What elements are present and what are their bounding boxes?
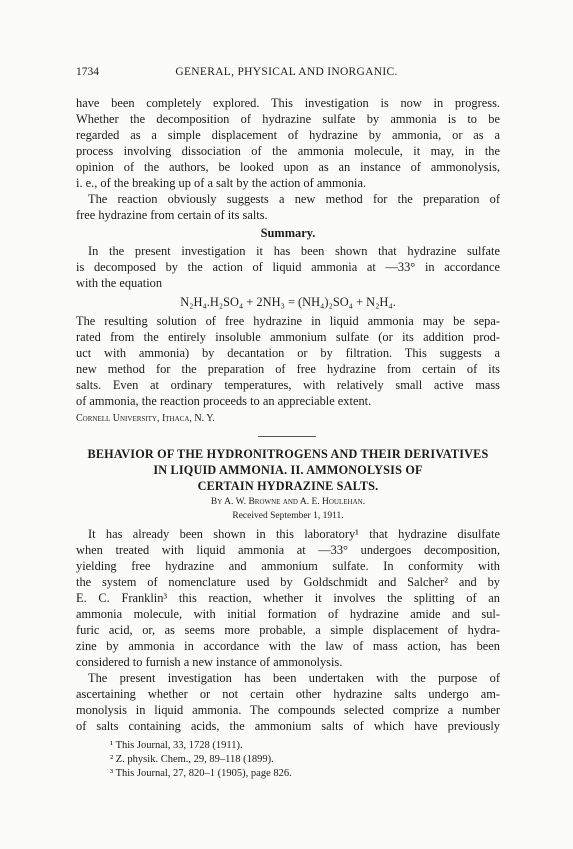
body-line: In the present investigation it has been shown that hydrazine sulfate <box>88 244 500 258</box>
affiliation: Cornell University, Ithaca, N. Y. <box>76 413 215 424</box>
body-line: opinion of the authors, be looked upon as an instance of ammonolysis, <box>76 160 500 174</box>
received-date: Received September 1, 1911. <box>232 511 344 521</box>
body-line: new method for the preparation of free hydrazine from certain of its <box>76 362 500 376</box>
body-line: monolysis in liquid ammonia. The compounds selected comprize a number <box>76 703 500 717</box>
chemical-equation: N₂H₄.H₂SO₄ + 2NH₃ = (NH₄)₂SO₄ + N₂H₄. <box>180 295 396 309</box>
body-line: ammonia molecule, with initial formation of hydrazine amide and sul- <box>76 607 500 621</box>
body-line: zine by ammonia in accordance with the law of mass action, has been <box>76 639 500 653</box>
footnote: ¹ This Journal, 33, 1728 (1911). <box>110 740 243 751</box>
article-title-line: IN LIQUID AMMONIA. II. AMMONOLYSIS OF <box>153 463 423 477</box>
body-line: E. C. Franklin³ this reaction, whether it involves the splitting of an <box>76 591 500 605</box>
footnote: ² Z. physik. Chem., 29, 89–118 (1899). <box>110 754 274 765</box>
body-line: rated from the entirely insoluble ammonium sulfate (or its addition prod- <box>76 330 500 344</box>
body-line: of ammonia, the reaction proceeds to an appreciable extent. <box>76 394 372 408</box>
body-line: the system of nomenclature used by Goldschmidt and Salcher² and by <box>76 575 500 589</box>
page-header <box>0 66 573 82</box>
body-line: ascertaining whether or not certain other hydrazine salts undergo am- <box>76 687 500 701</box>
body-line: The resulting solution of free hydrazine in liquid ammonia may be sepa- <box>76 314 500 328</box>
body-line: process involving dissociation of the ammonia molecule, it may, in the <box>76 144 500 158</box>
body-line: free hydrazine from certain of its salts. <box>76 208 268 222</box>
body-line: have been completely explored. This investigation is now in progress. <box>76 96 500 110</box>
summary-heading: Summary. <box>260 226 316 240</box>
section-divider <box>258 436 316 437</box>
body-line: i. e., of the breaking up of a salt by the action of ammonia. <box>76 176 367 190</box>
article-authors: By A. W. Browne and A. E. Houlehan. <box>210 497 366 507</box>
article-title-line: BEHAVIOR OF THE HYDRONITROGENS AND THEIR DERIVATIVES <box>87 447 489 461</box>
body-line: It has already been shown in this laboratory¹ that hydrazine disulfate <box>88 527 500 541</box>
body-line: furic acid, or, as seems more probable, a simple displacement of hydra- <box>76 623 500 637</box>
body-line: Whether the decomposition of hydrazine sulfate by ammonia is to be <box>76 112 500 126</box>
body-line: salts. Even at ordinary temperatures, with relatively small active mass <box>76 378 500 392</box>
body-line: of salts containing acids, the ammonium salts of which have previously <box>76 719 500 733</box>
body-line: regarded as a simple displacement of hydrazine by ammonia, or as a <box>76 128 500 142</box>
body-line: when treated with liquid ammonia at —33° undergoes decomposition, <box>76 543 500 557</box>
body-line: yielding free hydrazine and ammonium sulfate. In conformity with <box>76 559 500 573</box>
body-line: uct with ammonia) by decantation or by filtration. This suggests a <box>76 346 500 360</box>
body-line: The present investigation has been undertaken with the purpose of <box>88 671 500 685</box>
page-number: 1734 <box>76 66 99 78</box>
footnote: ³ This Journal, 27, 820–1 (1905), page 826. <box>110 768 292 779</box>
article-title-line: CERTAIN HYDRAZINE SALTS. <box>197 479 379 493</box>
body-line: considered to furnish a new instance of ammonolysis. <box>76 655 343 669</box>
body-line: with the equation <box>76 276 163 290</box>
running-title: GENERAL, PHYSICAL AND INORGANIC. <box>175 66 398 78</box>
body-line: The reaction obviously suggests a new method for the preparation of <box>88 192 500 206</box>
body-line: is decomposed by the action of liquid ammonia at —33° in accordance <box>76 260 500 274</box>
